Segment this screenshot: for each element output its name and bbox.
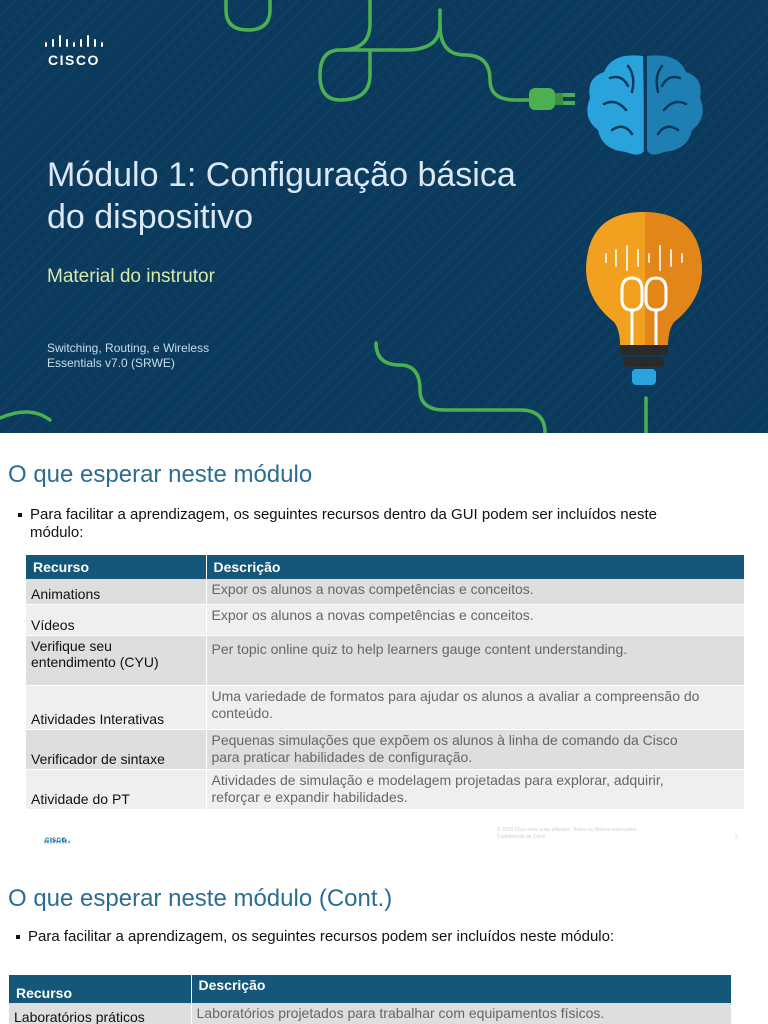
content-slide-2 bbox=[0, 853, 768, 1024]
description-cell: Laboratórios projetados para trabalhar com equipamentos físicos. bbox=[191, 1003, 731, 1024]
resources-table bbox=[26, 555, 745, 810]
table-row bbox=[26, 685, 744, 729]
slide-heading: O que esperar neste módulo (Cont.) bbox=[8, 885, 393, 912]
slide-title bbox=[47, 154, 607, 238]
table-row bbox=[26, 729, 744, 769]
slide-subtitle: Material do instrutor bbox=[47, 266, 215, 287]
table-row bbox=[26, 635, 744, 685]
description-line1: Atividades de simulação e modelagem projetadas para explorar, adquirir, bbox=[211, 771, 664, 788]
bullet-icon bbox=[16, 935, 20, 939]
slide-heading: O que esperar neste módulo bbox=[8, 461, 313, 488]
description-line1: Pequenas simulações que expõem os alunos à linha de comando da Cisco bbox=[211, 731, 678, 748]
course-line2: Essentials v7.0 (SRWE) bbox=[47, 356, 175, 370]
cisco-wordmark: CISCO bbox=[48, 52, 100, 68]
resource-line1: Verifique seu bbox=[31, 637, 112, 654]
table-row bbox=[26, 604, 744, 635]
resource-cell bbox=[26, 635, 206, 685]
description-cell bbox=[206, 769, 744, 809]
bullet-text-line1: Para facilitar a aprendizagem, os seguintes recursos dentro da GUI podem ser incluídos neste bbox=[30, 506, 657, 523]
table-row bbox=[9, 1003, 731, 1024]
bullet-text-line2: módulo: bbox=[30, 524, 84, 541]
description-cell bbox=[206, 685, 744, 729]
content-slide-1 bbox=[0, 433, 768, 853]
slide-title-line2: do dispositivo bbox=[47, 198, 254, 236]
column-header-resource: Recurso bbox=[26, 555, 206, 579]
page-number: 2 bbox=[735, 835, 738, 841]
bullet-point bbox=[16, 928, 614, 946]
footer-cisco-logo bbox=[44, 831, 72, 847]
title-slide bbox=[0, 0, 768, 433]
description-line1: Uma variedade de formatos para ajudar os alunos a avaliar a compreensão do bbox=[211, 687, 700, 704]
description-line2: reforçar e expandir habilidades. bbox=[211, 788, 408, 805]
column-header-description: Descrição bbox=[206, 555, 744, 579]
cisco-logo bbox=[44, 35, 108, 69]
resource-cell: Animations bbox=[26, 579, 206, 604]
resource-line2: entendimento (CYU) bbox=[31, 653, 159, 670]
table-header-row bbox=[9, 975, 731, 1003]
description-cell bbox=[206, 729, 744, 769]
table-header-row bbox=[26, 555, 744, 579]
bullet-point bbox=[18, 506, 730, 542]
resource-cell: Atividades Interativas bbox=[26, 685, 206, 729]
resource-cell: Atividade do PT bbox=[26, 769, 206, 809]
footer-copyright bbox=[497, 827, 638, 841]
column-header-description: Descrição bbox=[191, 975, 731, 1003]
bullet-icon bbox=[18, 513, 22, 517]
footer-cisco-wordmark: CISCO bbox=[45, 838, 67, 844]
footer-copyright-line1: © 2016 Cisco e/ou suas afiliadas. Todos os direitos reservados. bbox=[497, 827, 638, 833]
resource-cell: Vídeos bbox=[26, 604, 206, 635]
course-line1: Switching, Routing, e Wireless bbox=[47, 341, 210, 355]
table-row bbox=[26, 579, 744, 604]
cisco-bars-icon bbox=[44, 35, 108, 49]
resource-cell: Verificador de sintaxe bbox=[26, 729, 206, 769]
column-header-resource: Recurso bbox=[9, 975, 191, 1003]
resource-cell: Laboratórios práticos bbox=[9, 1003, 191, 1024]
footer-copyright-line2: Confidencial da Cisco bbox=[497, 834, 546, 840]
description-cell: Expor os alunos a novas competências e conceitos. bbox=[206, 604, 744, 635]
bullet-text: Para facilitar a aprendizagem, os seguintes recursos podem ser incluídos neste módulo: bbox=[28, 928, 615, 945]
course-name bbox=[47, 341, 209, 371]
slide-title-line1: Módulo 1: Configuração básica bbox=[47, 156, 516, 194]
resources-table bbox=[9, 975, 732, 1024]
description-cell: Expor os alunos a novas competências e conceitos. bbox=[206, 579, 744, 604]
description-line2: para praticar habilidades de configuração. bbox=[211, 748, 473, 765]
description-cell: Per topic online quiz to help learners gauge content understanding. bbox=[206, 635, 744, 685]
table-row bbox=[26, 769, 744, 809]
description-line2: conteúdo. bbox=[211, 704, 273, 721]
